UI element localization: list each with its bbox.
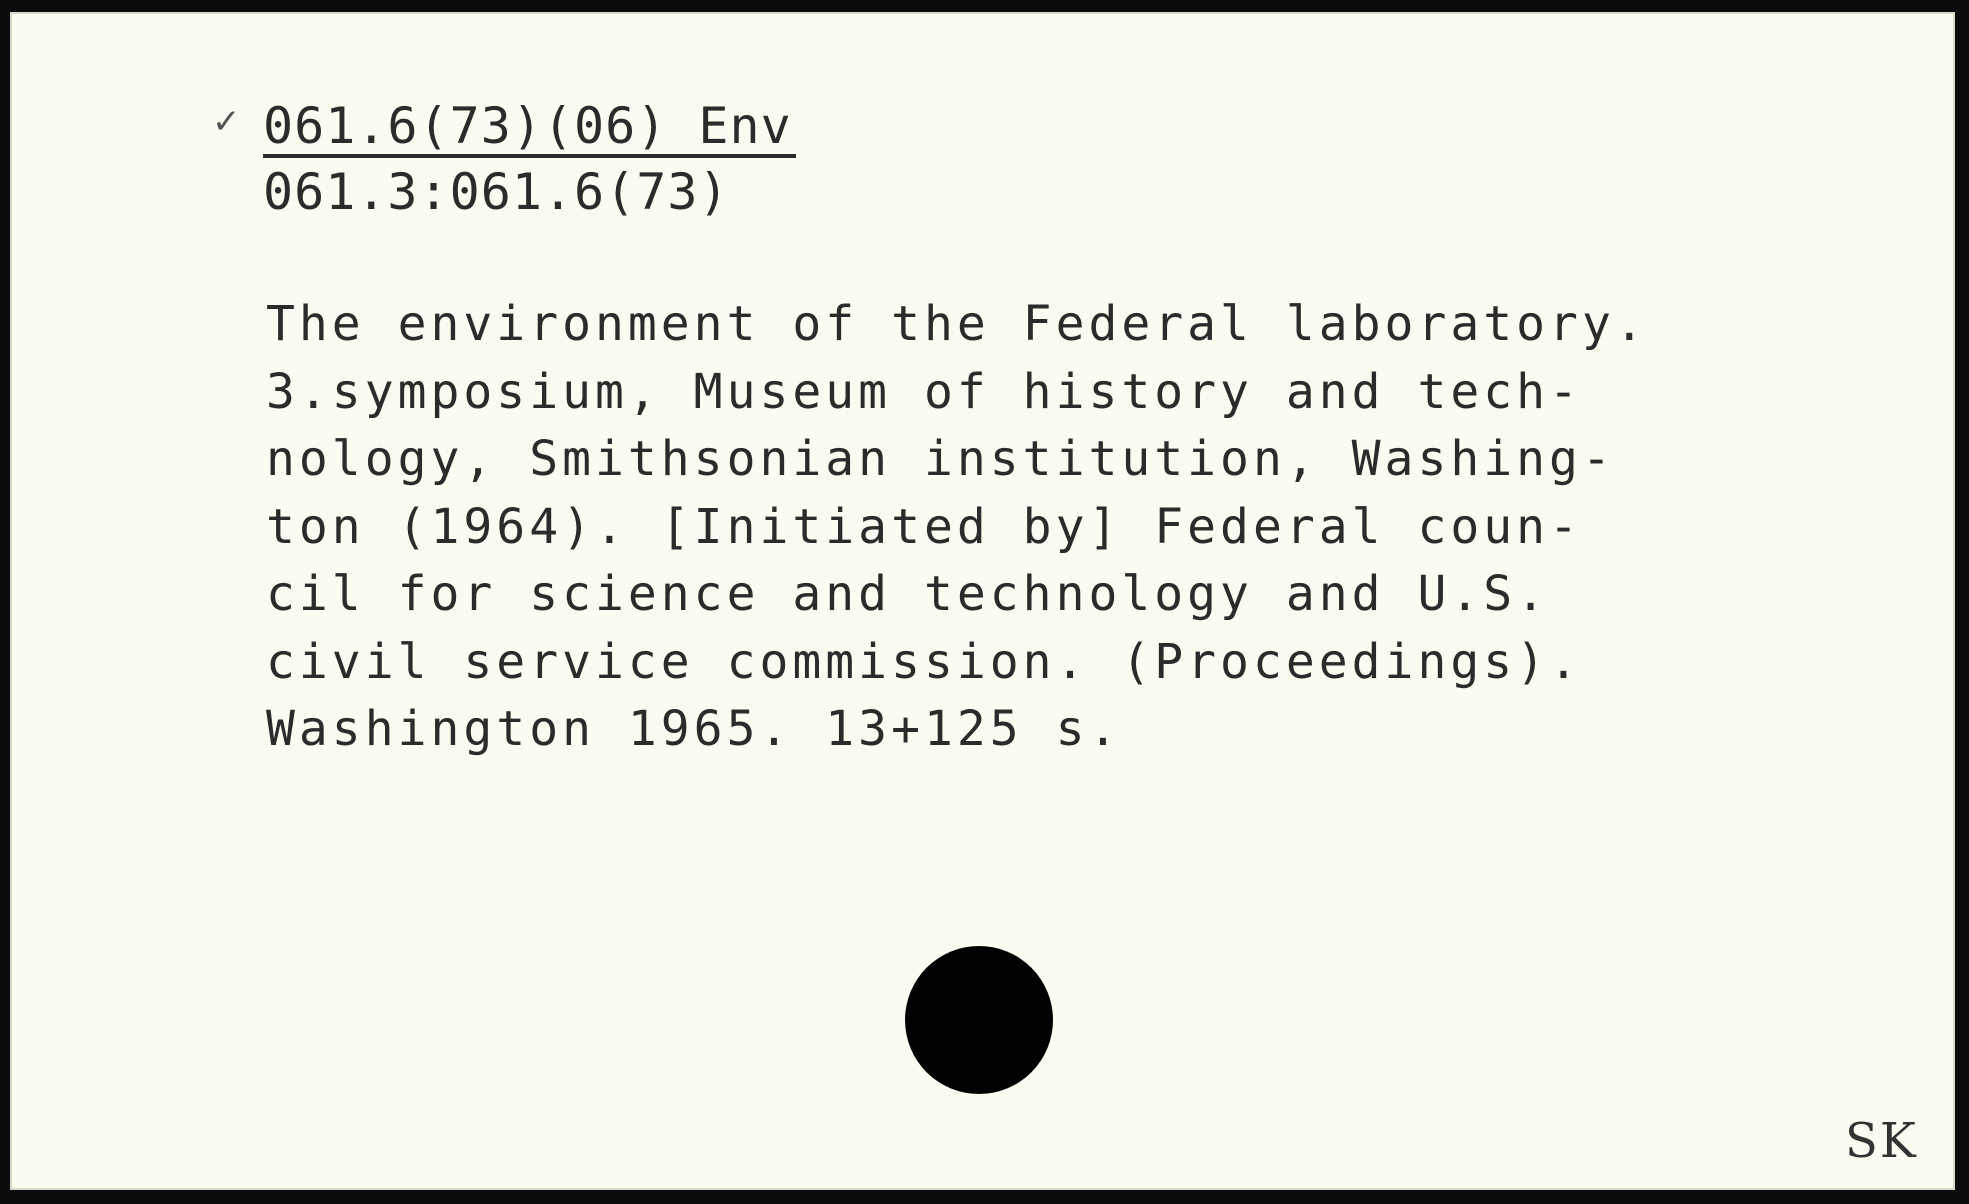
entry-line: cil for science and technology and U.S. xyxy=(266,566,1550,622)
catalog-card xyxy=(10,12,1955,1190)
classmark-primary: 061.6(73)(06) Env xyxy=(263,98,796,158)
entry-line: ton (1964). [Initiated by] Federal coun- xyxy=(266,498,1582,555)
entry-line: Washington 1965. 13+125 s. xyxy=(266,701,1122,757)
entry-line: The environment of the Federal laboratory. xyxy=(266,296,1648,352)
check-mark-icon: ✓ xyxy=(212,102,241,142)
punch-hole xyxy=(905,946,1053,1094)
entry-line: nology, Smithsonian institution, Washing- xyxy=(266,431,1615,487)
entry-line: 3.symposium, Museum of history and tech- xyxy=(266,363,1582,420)
classmark-secondary: 061.3:061.6(73) xyxy=(263,163,730,221)
bibliographic-entry xyxy=(266,291,1648,764)
cataloger-initials: SK xyxy=(1845,1113,1918,1169)
entry-line: civil service commission. (Proceedings). xyxy=(266,633,1582,690)
